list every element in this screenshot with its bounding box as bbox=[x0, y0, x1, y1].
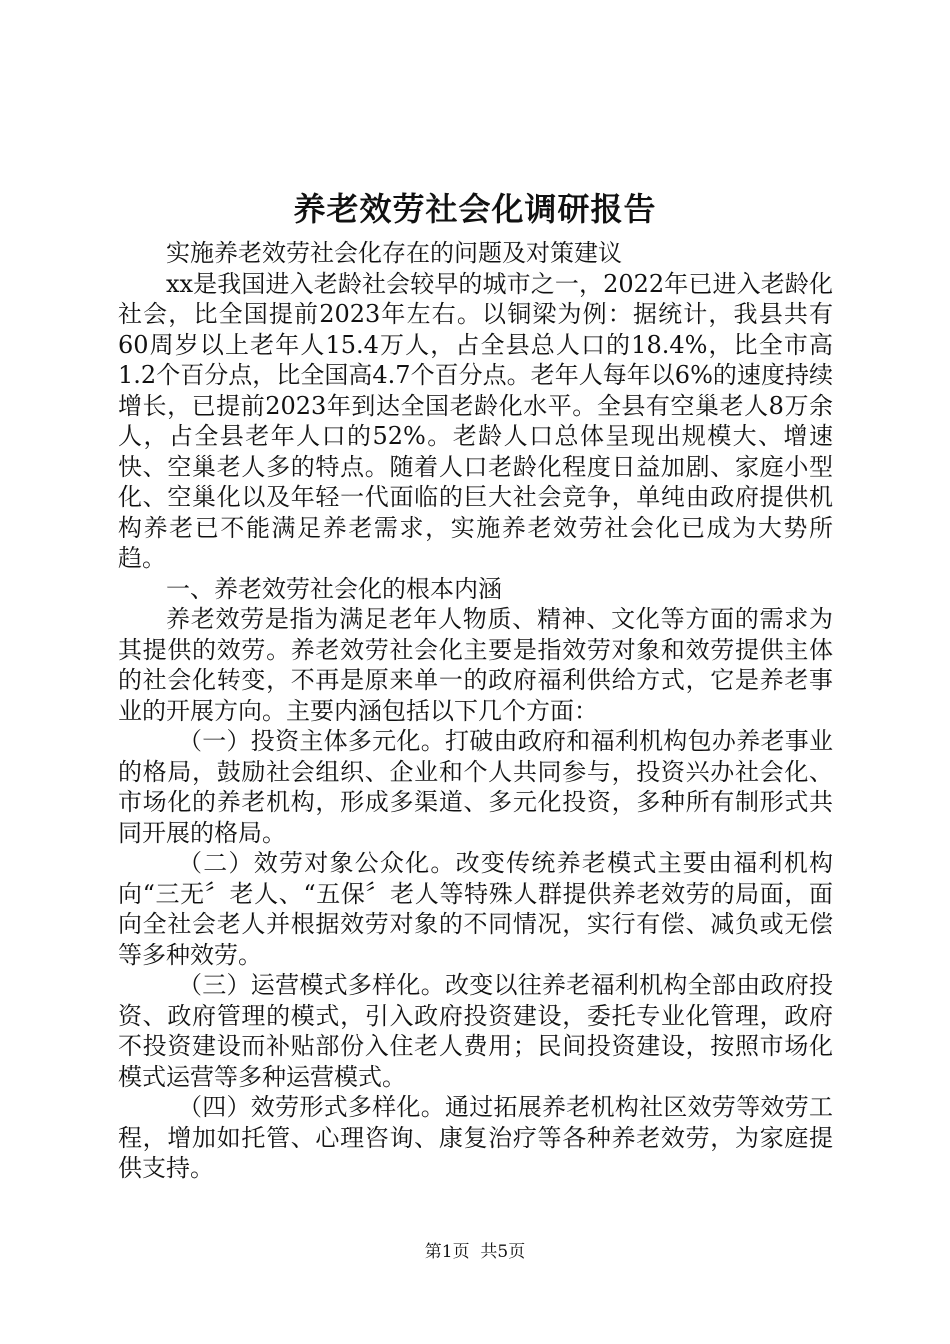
page-footer bbox=[0, 1240, 950, 1264]
sub-item-paragraph: （三）运营模式多样化。改变以往养老福利机构全部由政府投资、政府管理的模式，引入政府投资建设，委托专业化管理，政府不投资建设而补贴部份入住老人费用；民间投资建设，按照市场化模式运营等多种运营模式。 bbox=[118, 971, 833, 1091]
sub-item-paragraph: （四）效劳形式多样化。通过拓展养老机构社区效劳等效劳工程，增加如托管、心理咨询、康复治疗等各种养老效劳，为家庭提供支持。 bbox=[118, 1093, 833, 1182]
page-total: 共5页 bbox=[480, 1242, 526, 1262]
sub-item-paragraph: （一）投资主体多元化。打破由政府和福利机构包办养老事业的格局，鼓励社会组织、企业和个人共同参与，投资兴办社会化、市场化的养老机构，形成多渠道、多元化投资，多种所有制形式共同开展的格局。 bbox=[118, 727, 833, 847]
section-heading: 一、养老效劳社会化的根本内涵 bbox=[166, 574, 502, 603]
sub-item-paragraph: （二）效劳对象公众化。改变传统养老模式主要由福利机构向“三无〞老人、“五保〞老人等特殊人群提供养老效劳的局面，面向全社会老人并根据效劳对象的不同情况，实行有偿、减负或无偿等多种效劳。 bbox=[118, 849, 833, 969]
body-paragraph: 养老效劳是指为满足老年人物质、精神、文化等方面的需求为其提供的效劳。养老效劳社会化主要是指效劳对象和效劳提供主体的社会化转变，不再是原来单一的政府福利供给方式，它是养老事业的开展方向。主要内涵包括以下几个方面： bbox=[118, 605, 833, 725]
document-body bbox=[118, 238, 833, 1184]
body-paragraph: xx是我国进入老龄社会较早的城市之一，2022年已进入老龄化社会，比全国提前2023年左右。以铜梁为例：据统计，我县共有60周岁以上老年人15.4万人，占全县总人口的18.4%，比全市高1.2个百分点，比全国高4.7个百分点。老年人每年以6%的速度持续增长，已提前2023年到达全国老龄化水平。全县有空巢老人8万余人，占全县老年人口的52%。老龄人口总体呈现出规模大、增速快、空巢老人多的特点。随着人口老龄化程度日益加剧、家庭小型化、空巢化以及年轻一代面临的巨大社会竞争，单纯由政府提供机构养老已不能满足养老需求，实施养老效劳社会化已成为大势所趋。 bbox=[118, 269, 833, 572]
section-intro-heading: 实施养老效劳社会化存在的问题及对策建议 bbox=[166, 239, 622, 267]
page-number: 第1页 bbox=[424, 1242, 470, 1262]
document-title: 养老效劳社会化调研报告 bbox=[293, 190, 657, 228]
